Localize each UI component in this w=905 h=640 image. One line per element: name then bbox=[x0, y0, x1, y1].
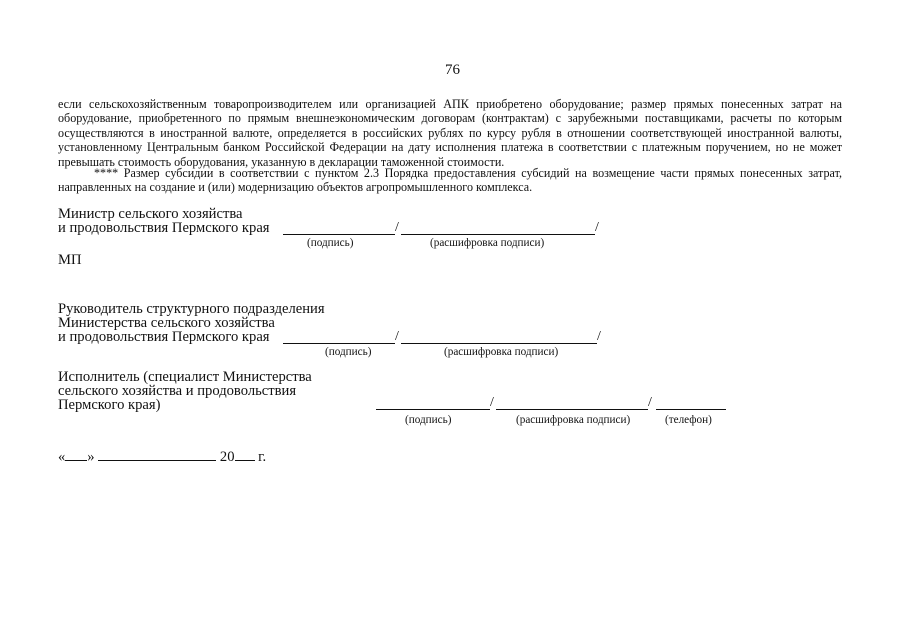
minister-title-line-2: и продовольствия Пермского края bbox=[58, 220, 270, 236]
executor-signature-line[interactable] bbox=[376, 409, 490, 410]
minister-signature-line[interactable] bbox=[283, 234, 395, 235]
executor-phone-line[interactable] bbox=[656, 409, 726, 410]
date-close-quote: » bbox=[87, 449, 95, 465]
head-decoding-line[interactable] bbox=[401, 343, 597, 344]
executor-caption-signature: (подпись) bbox=[405, 414, 452, 426]
executor-caption-phone: (телефон) bbox=[665, 414, 712, 426]
head-title-line-1: Руководитель структурного подразделения bbox=[58, 301, 325, 317]
minister-slash-2: / bbox=[595, 220, 599, 235]
executor-title-line-3: Пермского края) bbox=[58, 397, 161, 413]
minister-caption-decoding: (расшифровка подписи) bbox=[430, 237, 545, 249]
seal-placeholder: МП bbox=[58, 252, 82, 268]
executor-decoding-line[interactable] bbox=[496, 409, 648, 410]
head-title-line-2: Министерства сельского хозяйства bbox=[58, 315, 275, 331]
date-row bbox=[58, 449, 266, 466]
footnote-paragraph-subsidy: **** Размер субсидии в соответствии с пунктом 2.3 Порядка предоставления субсидий на возмещение части прямых понесенных затрат, направленных на создание и (или) модернизацию объектов агропромышленного комплекса. bbox=[58, 166, 842, 195]
head-slash-1: / bbox=[395, 329, 399, 344]
date-year-prefix: 20 bbox=[219, 449, 235, 465]
executor-title-line-2: сельского хозяйства и продовольствия bbox=[58, 383, 297, 399]
executor-caption-decoding: (расшифровка подписи) bbox=[516, 414, 631, 426]
executor-slash-2: / bbox=[648, 395, 652, 410]
minister-caption-signature: (подпись) bbox=[307, 237, 354, 249]
date-year-suffix: г. bbox=[258, 449, 267, 465]
executor-slash-1: / bbox=[490, 395, 494, 410]
head-slash-2: / bbox=[597, 329, 601, 344]
minister-decoding-line[interactable] bbox=[401, 234, 595, 235]
page-number: 76 bbox=[445, 62, 460, 78]
head-caption-decoding: (расшифровка подписи) bbox=[444, 346, 559, 358]
footnote-paragraph-equipment: если сельскохозяйственным товаропроизводителем или организацией АПК приобретено оборудование; размер прямых понесенных затрат на оборудование, приобретенного по прямым внешнеэкономическим договорам (контрактам) с зарубежными поставщиками, расчеты по которым осуществляются в иностранной валюте, определяется в российских рублях по курсу рубля в отношении соответствующей иностранной валюты, установленному Центральным банком Российской Федерации на дату исполнения платежа в соответствии с платежным поручением, но не может превышать стоимость оборудования, указанную в декларации таможенной стоимости. bbox=[58, 97, 842, 169]
head-signature-line[interactable] bbox=[283, 343, 395, 344]
head-caption-signature: (подпись) bbox=[325, 346, 372, 358]
minister-slash-1: / bbox=[395, 220, 399, 235]
date-year-blank[interactable] bbox=[235, 459, 255, 461]
date-day-blank[interactable] bbox=[65, 459, 87, 461]
date-month-blank[interactable] bbox=[98, 459, 216, 461]
head-title-line-3: и продовольствия Пермского края bbox=[58, 329, 270, 345]
executor-title-line-1: Исполнитель (специалист Министерства bbox=[58, 369, 312, 385]
date-open-quote: « bbox=[58, 449, 66, 465]
minister-title-line-1: Министр сельского хозяйства bbox=[58, 206, 243, 222]
